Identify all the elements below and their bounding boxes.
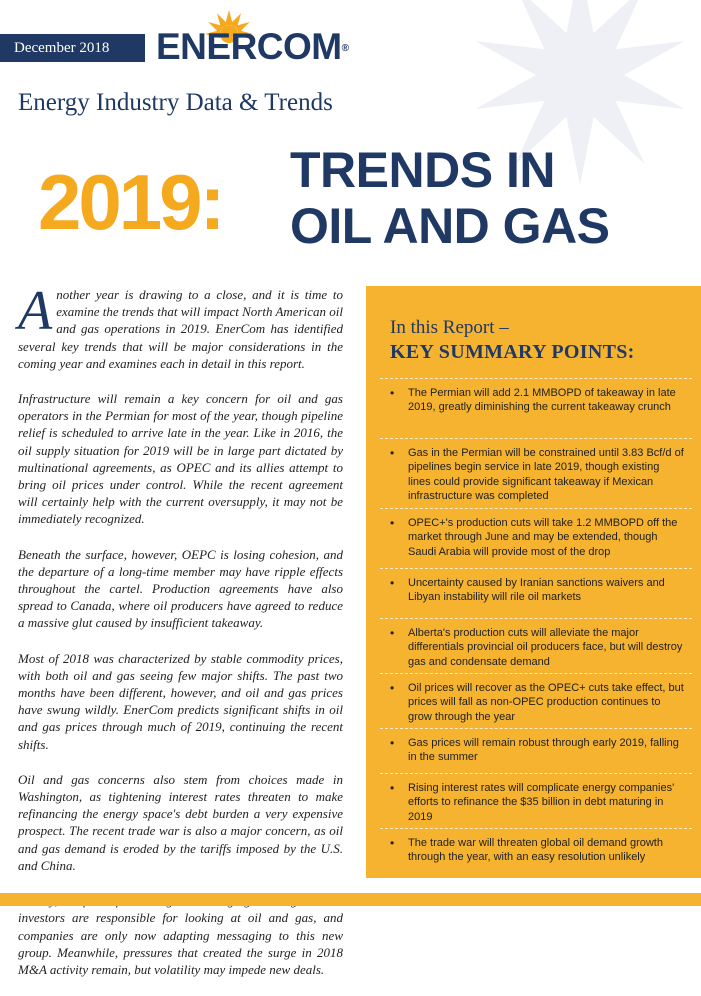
enercom-logo (156, 27, 349, 67)
intro-text-column (18, 280, 343, 996)
summary-point: • Uncertainty caused by Iranian sanctions waivers and Libyan instability will rile oil markets (388, 576, 684, 626)
panel-heading (390, 316, 635, 364)
publication-subtitle: Energy Industry Data & Trends (18, 89, 333, 116)
summary-point: • Gas in the Permian will be constrained until 3.83 Bcf/d of pipelines begin service in late 2019, though existing lines could provide significant takeaway if Mexican infrastructure was completed (388, 446, 684, 516)
summary-point: • Rising interest rates will complicate energy companies' efforts to refinance the $35 billion in debt maturing in 2019 (388, 781, 684, 836)
panel-subheading: KEY SUMMARY POINTS: (390, 341, 635, 363)
summary-point: • Gas prices will remain robust through early 2019, falling in the summer (388, 736, 684, 781)
panel-heading-line: In this Report – (390, 317, 509, 338)
drop-cap: A (18, 280, 53, 342)
paragraph-3: Beneath the surface, however, OEPC is losing cohesion, and the departure of a long-time member may have ripple effects throughout the cartel. Production agreements have also spread to Canada, where oil producers have agreed to reduce a massive glut caused by insufficient takeaway. (18, 546, 343, 631)
bottom-accent-strip (0, 893, 701, 906)
report-date: December 2018 (14, 40, 110, 56)
paragraph-2: Infrastructure will remain a key concern for oil and gas operators in the Permian for most of the year, though pipeline relief is scheduled to arrive late in the year. Like in 2016, the oil supply situation for 2019 will be in large part dictated by multinational agreements, as OPEC and its allies attempt to bring oil prices under control. While the recent agreement will certainly help with the current oversupply, it may not be immediately recognized. (18, 391, 343, 527)
summary-point: • The Permian will add 2.1 MMBOPD of takeaway in late 2019, greatly diminishing the current takeaway crunch (388, 386, 684, 446)
paragraph-6: investors are responsible for looking at oil and gas, and companies are only now adapting messaging to this new group. Meanwhile, pressures that created the surge in 2018 M&A activity remain, but volatility may impede new deals. (18, 910, 343, 977)
paragraph-1: Another year is drawing to a close, and it is time to examine the trends that will impact North American oil and gas operations in 2019. EnerCom has identified several key trends that will be major considerations in the coming year and examines each in detail in this report. (18, 280, 343, 371)
summary-point: • OPEC+'s production cuts will take 1.2 MMBOPD off the market through June and may be extended, though Saudi Arabia will provide most of the drop (388, 516, 684, 576)
headline-line-2: OIL AND GAS (290, 198, 610, 254)
paragraph-4: Most of 2018 was characterized by stable commodity prices, with both oil and gas seeing few major shifts. The past two months have been different, however, and oil and gas prices have swung wildly. EnerCom predicts significant shifts in oil and gas prices through much of 2019, continuing the recent shifts. (18, 650, 343, 752)
headline-line-1: TRENDS IN (290, 142, 555, 198)
summary-point: • The trade war will threaten global oil demand growth through the year, with an easy resolution unlikely (388, 836, 684, 876)
summary-point: • Alberta's production cuts will alleviate the major differentials provincial oil producers face, but will destroy gas and condensate demand (388, 626, 684, 681)
registered-mark: ® (341, 43, 349, 54)
summary-points-list (388, 386, 684, 876)
key-summary-panel (366, 286, 701, 878)
paragraph-5: Oil and gas concerns also stem from choices made in Washington, as tightening interest rates threaten to make refinancing the energy space's debt burden a very expensive prospect. The recent trade war is also a major concern, as oil and gas demand is eroded by the tariffs imposed by the U.S. and China. (18, 771, 343, 873)
title-year: 2019: (38, 158, 223, 246)
headline (290, 142, 610, 254)
divider (380, 378, 692, 379)
summary-point: • Oil prices will recover as the OPEC+ cuts take effect, but prices will fall as non-OPEC production continues to grow through the year (388, 681, 684, 736)
logo-wordmark: ENERCOM (156, 26, 342, 67)
date-band (0, 34, 145, 62)
